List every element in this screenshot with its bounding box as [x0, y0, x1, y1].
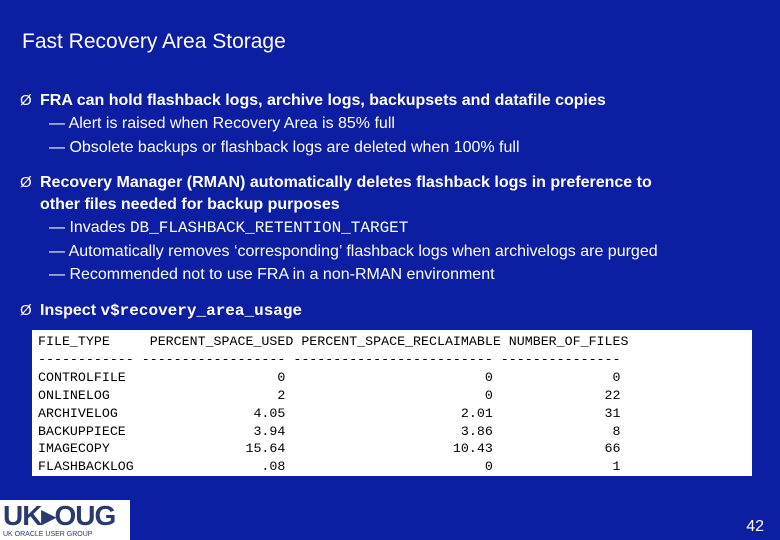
arrow-bullet-icon: Ø: [20, 174, 32, 191]
ukoug-logo-wordmark: UK▸OUG: [3, 500, 116, 531]
bullet-2-sub-3: — Recommended not to use FRA in a non-RMAN environment: [49, 266, 495, 283]
bullet-2-sub-invades-prefix: — Invades: [49, 219, 130, 236]
bullet-1-sub-2: — Obsolete backups or flashback logs are deleted when 100% full: [49, 139, 520, 156]
slide-title: Fast Recovery Area Storage: [22, 30, 286, 53]
ukoug-logo-subtitle: UK ORACLE USER GROUP: [3, 531, 93, 538]
bullet-2-sub-2: — Automatically removes ‘corresponding’ flashback logs when archivelogs are purged: [49, 243, 658, 260]
bullet-2-sub-invades: [49, 217, 408, 239]
query-output-box: [32, 330, 752, 476]
arrow-bullet-icon: Ø: [20, 92, 32, 109]
view-name-code: v$recovery_area_usage: [100, 302, 303, 320]
bullet-1-text: FRA can hold flashback logs, archive logs, backupsets and datafile copies: [40, 92, 606, 109]
bullet-3-label: Inspect: [40, 302, 101, 319]
bullet-2-text-line-2: other files needed for backup purposes: [40, 196, 340, 213]
bullet-2-text-line-1: Recovery Manager (RMAN) automatically deletes flashback logs in preference to: [40, 174, 652, 191]
ukoug-logo: [0, 500, 130, 540]
retention-target-code: DB_FLASHBACK_RETENTION_TARGET: [129, 219, 409, 237]
query-output: FILE_TYPE PERCENT_SPACE_USED PERCENT_SPACE_RECLAIMABLE NUMBER_OF_FILES ------------ ------------------ ------------------------- --------------- CONTROLFILE 0 0 0 ONLINELOG 2 0 22 ARCHIVELOG 4.05 2.01 31 BACKUPPIECE 3.94 3.86 8 IMAGECOPY 15.64 10.43 66 FLASHBACKLOG .08 0 1: [38, 334, 629, 475]
bullet-3-text: [40, 300, 302, 322]
bullet-1-sub-1: — Alert is raised when Recovery Area is 85% full: [49, 115, 395, 132]
page-number: 42: [746, 518, 764, 535]
arrow-bullet-icon: Ø: [20, 302, 32, 319]
